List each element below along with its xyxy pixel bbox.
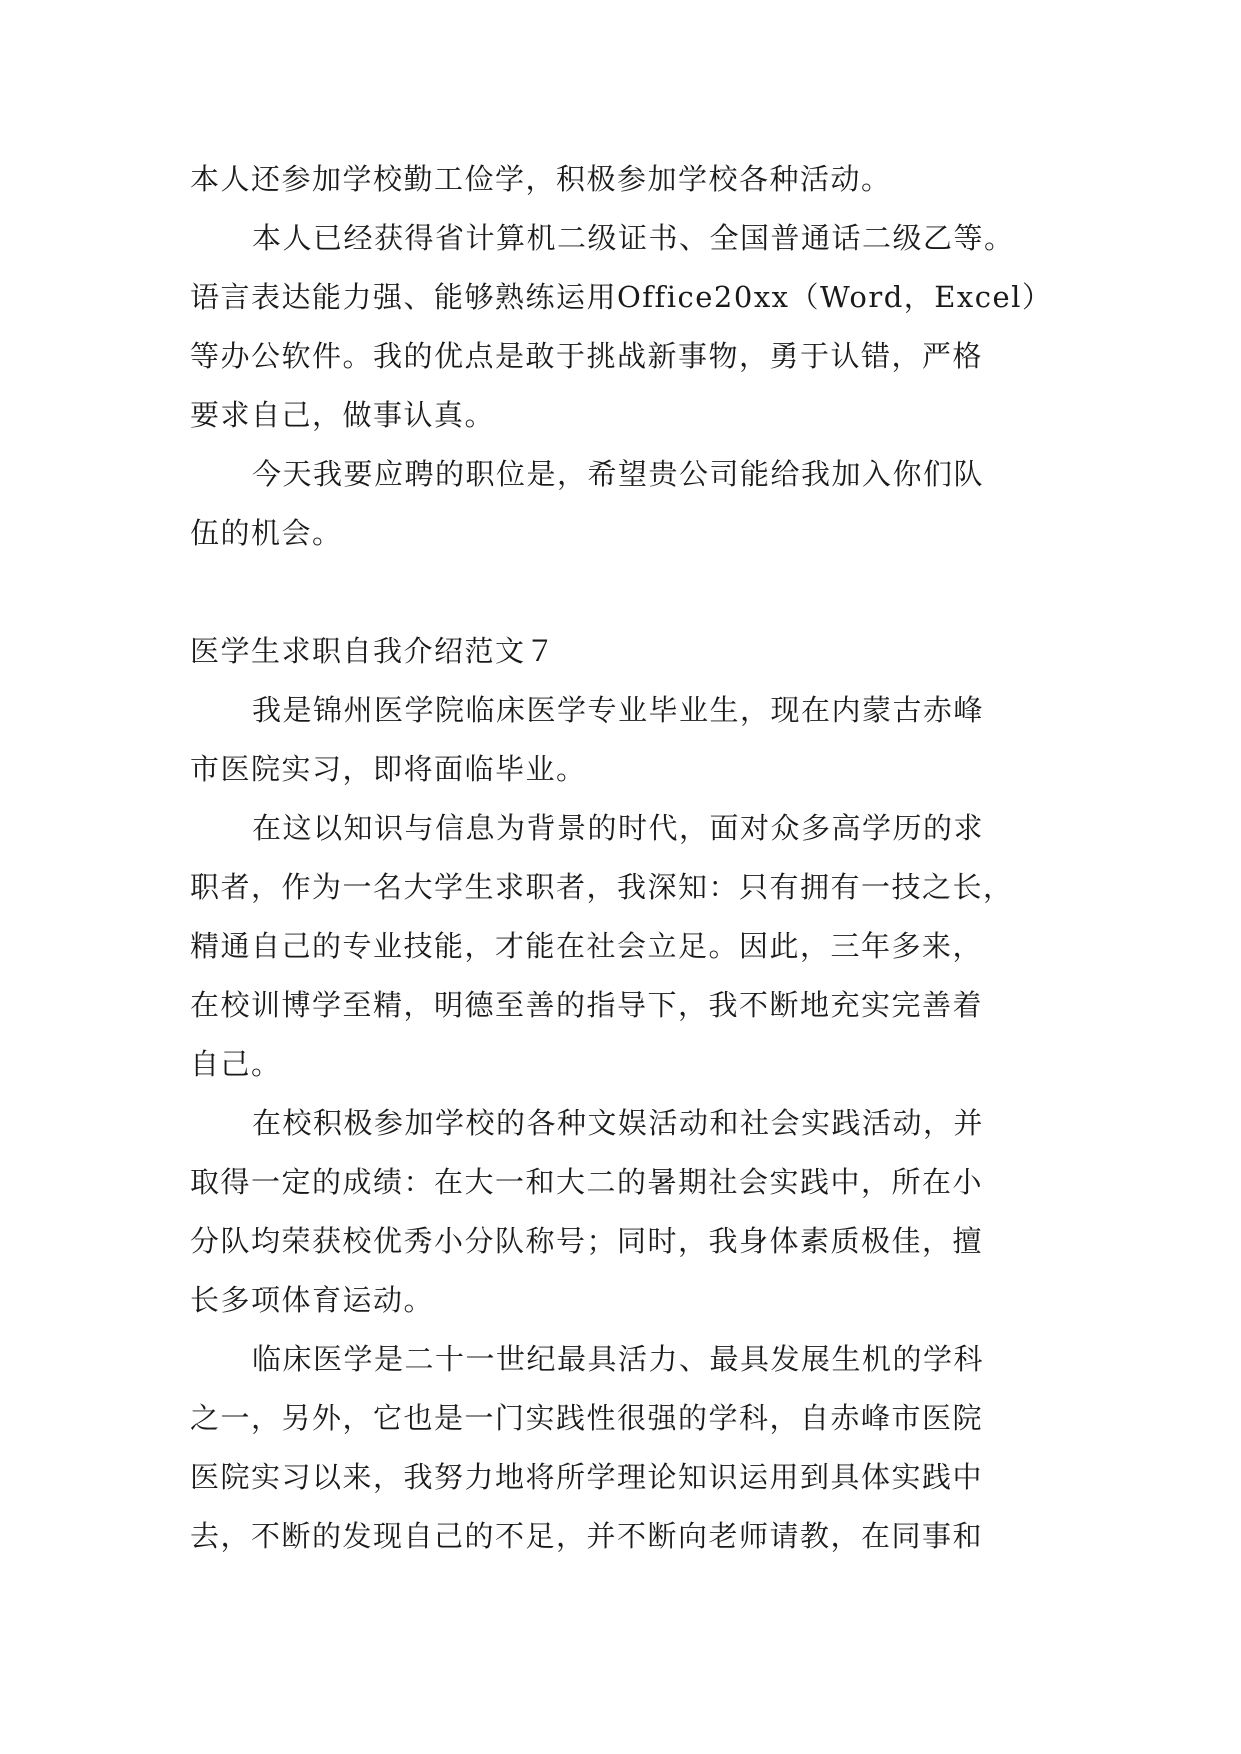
paragraph bbox=[190, 445, 1070, 563]
paragraph bbox=[190, 150, 1070, 209]
text-line: 我是锦州医学院临床医学专业毕业生，现在内蒙古赤峰 bbox=[252, 693, 985, 727]
text-line: 自己。 bbox=[190, 1047, 282, 1081]
text-line: 今天我要应聘的职位是，希望贵公司能给我加入你们队 bbox=[252, 457, 985, 491]
text-line: 本人还参加学校勤工俭学，积极参加学校各种活动。 bbox=[190, 162, 892, 196]
text-line: 去，不断的发现自己的不足，并不断向老师请教，在同事和 bbox=[190, 1519, 984, 1553]
paragraph bbox=[190, 799, 1070, 1094]
text-line: 临床医学是二十一世纪最具活力、最具发展生机的学科 bbox=[252, 1342, 985, 1376]
text-line: 在这以知识与信息为背景的时代，面对众多高学历的求 bbox=[252, 811, 985, 845]
text-line: 长多项体育运动。 bbox=[190, 1283, 435, 1317]
text-line: 伍的机会。 bbox=[190, 516, 343, 550]
paragraph bbox=[190, 1330, 1070, 1566]
text-line: 要求自己，做事认真。 bbox=[190, 398, 496, 432]
section-title: 医学生求职自我介绍范文７ bbox=[190, 634, 557, 668]
text-line: 医院实习以来，我努力地将所学理论知识运用到具体实践中 bbox=[190, 1460, 984, 1494]
text-line: 分队均荣获校优秀小分队称号；同时，我身体素质极佳，擅 bbox=[190, 1224, 984, 1258]
paragraph bbox=[190, 681, 1070, 799]
text-line: 等办公软件。我的优点是敢于挑战新事物，勇于认错，严格 bbox=[190, 339, 984, 373]
text-line: 精通自己的专业技能，才能在社会立足。因此，三年多来， bbox=[190, 929, 984, 963]
text-line: 本人已经获得省计算机二级证书、全国普通话二级乙等。 bbox=[252, 221, 1015, 255]
text-line: 取得一定的成绩：在大一和大二的暑期社会实践中，所在小 bbox=[190, 1165, 984, 1199]
text-line: 在校积极参加学校的各种文娱活动和社会实践活动，并 bbox=[252, 1106, 985, 1140]
text-line: 在校训博学至精，明德至善的指导下，我不断地充实完善着 bbox=[190, 988, 984, 1022]
paragraph bbox=[190, 209, 1070, 445]
document-body bbox=[190, 150, 1070, 1566]
text-line: 市医院实习，即将面临毕业。 bbox=[190, 752, 587, 786]
paragraph bbox=[190, 1094, 1070, 1330]
text-line: 语言表达能力强、能够熟练运用Office20xx（Word，Excel） bbox=[190, 280, 1053, 314]
text-line: 之一，另外，它也是一门实践性很强的学科，自赤峰市医院 bbox=[190, 1401, 984, 1435]
text-line: 职者，作为一名大学生求职者，我深知：只有拥有一技之长， bbox=[190, 870, 1014, 904]
